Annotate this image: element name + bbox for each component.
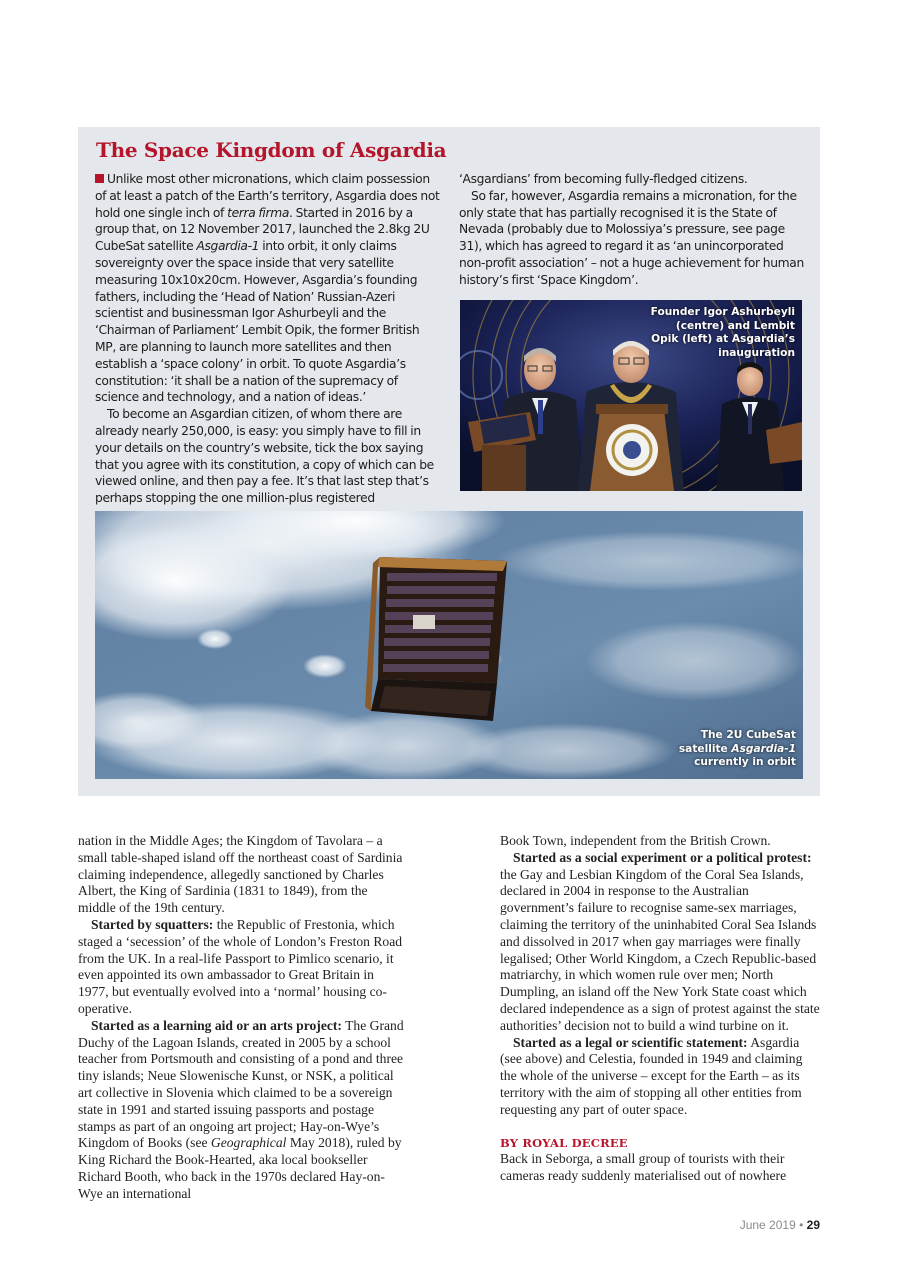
article-paragraph: Started by squatters: the Republic of Frestonia, which staged a ‘secession’ of the whole of London’s Freston Road from the UK. In a real-life Passport to Pimlico scenario, it even appointed its own ambassador to Great Britain in 1977, but eventually evolved into a ‘normal’ housing co-operative. bbox=[78, 916, 403, 1016]
inauguration-caption: Founder Igor Ashurbeyli (centre) and Lembit Opik (left) at Asgardia’s inauguration bbox=[650, 306, 795, 359]
article-paragraph: Book Town, independent from the British Crown. bbox=[500, 833, 771, 848]
red-square-bullet-icon bbox=[95, 174, 104, 183]
cubesat-caption: The 2U CubeSat satellite Asgardia-1 currently in orbit bbox=[678, 729, 796, 769]
page-folio bbox=[740, 1218, 820, 1232]
boxout-paragraph: To become an Asgardian citizen, of whom there are already nearly 250,000, is easy: you simply have to fill in your details on the country’s website, tick the box saying that you agree with its constitution, a copy of which can be viewed online, and then pay a fee. It’s that last step that’s perhaps stopping the one million-plus registered bbox=[95, 407, 434, 506]
cubesat-photo bbox=[95, 511, 803, 779]
article-paragraph: Started as a social experiment or a political protest: the Gay and Lesbian Kingdom of the Coral Sea Islands, declared in 2004 in response to the Australian government’s failure to recognise same-sex marriages, claiming the territory of the uninhabited Coral Sea Islands and dissolved in 2017 when gay marriages were finally legalised; Other World Kingdom, a Czech Republic-based matriarchy, in which women rule over men; North Dumpling, an island off the New York State coast which declared independence as a sign of protest against the state authorities’ decision not to build a wind turbine on it. bbox=[500, 849, 820, 1033]
article-paragraph: Back in Seborga, a small group of tourists with their cameras ready suddenly materialised out of nowhere bbox=[500, 1151, 787, 1184]
boxout-paragraph: So far, however, Asgardia remains a micronation, for the only state that has partially recognised it is the State of Nevada (probably due to Molossiya’s pressure, see page 31), which has agreed to regard it as ‘an unincorporated non-profit association’ – not a huge achievement for human history’s first ‘Space Kingdom’. bbox=[459, 188, 804, 287]
article-paragraph: nation in the Middle Ages; the Kingdom of Tavolara – a small table-shaped island off the northeast coast of Sardinia claiming independence, allegedly sanctioned by Charles Albert, the King of Sardinia (1831 to 1849), from the middle of the 19th century. bbox=[78, 833, 403, 916]
article-column-2 bbox=[500, 833, 820, 1185]
boxout-column-2 bbox=[459, 171, 804, 289]
article-paragraph: Started as a legal or scientific statement: Asgardia (see above) and Celestia, founded in 1949 and claiming the whole of the universe – except for the Earth – as its territory with the aim of stopping all other entities from requesting any part of outer space. bbox=[500, 1034, 803, 1117]
issue-date: June 2019 bbox=[739, 1218, 796, 1232]
boxout-paragraph: Unlike most other micronations, which claim possession of at least a patch of the Earth’s territory, Asgardia does not hold one single inch of terra firma. Started in 2016 by a group that, on 12 November 2017, launched the 2.8kg 2U CubeSat satellite Asgardia-1 into orbit, it only claims sovereignty over the space inside that very satellite measuring 10x10x20cm. However, Asgardia’s founding fathers, including the ‘Head of Nation’ Russian-Azeri scientist and businessman Igor Ashurbeyli and the ‘Chairman of Parliament’ Lembit Opik, the former British MP, are planning to launch more satellites and then establish a ‘space colony’ in orbit. To quote Asgardia’s constitution: ‘it shall be a nation of the supremacy of science and technology, and a nation of ideas.’ bbox=[95, 172, 440, 405]
boxout-column-1 bbox=[95, 171, 441, 507]
boxout-title: The Space Kingdom of Asgardia bbox=[96, 138, 447, 162]
folio-separator: • bbox=[795, 1218, 807, 1232]
inauguration-photo bbox=[460, 300, 802, 491]
section-subheading: BY ROYAL DECREE bbox=[500, 1135, 628, 1150]
page-number: 29 bbox=[806, 1218, 820, 1232]
article-paragraph: Started as a learning aid or an arts project: The Grand Duchy of the Lagoan Islands, created in 2005 by a school teacher from Portsmouth and consisting of a pond and three tiny islands; Neue Slowenische Kunst, or NSK, a political art collective in Slovenia which claimed to be a sovereign state in 1991 and started issuing passports and postage stamps as part of an ongoing art project; Hay-on-Wye’s Kingdom of Books (see Geographical May 2018), ruled by King Richard the Book-Hearted, aka local bookseller Richard Booth, who back in the 1970s declared Hay-on-Wye an international bbox=[78, 1017, 404, 1201]
boxout-paragraph: ‘Asgardians’ from becoming fully-fledged citizens. bbox=[459, 172, 748, 186]
cubesat-body bbox=[365, 557, 507, 721]
article-column-1 bbox=[78, 833, 404, 1203]
